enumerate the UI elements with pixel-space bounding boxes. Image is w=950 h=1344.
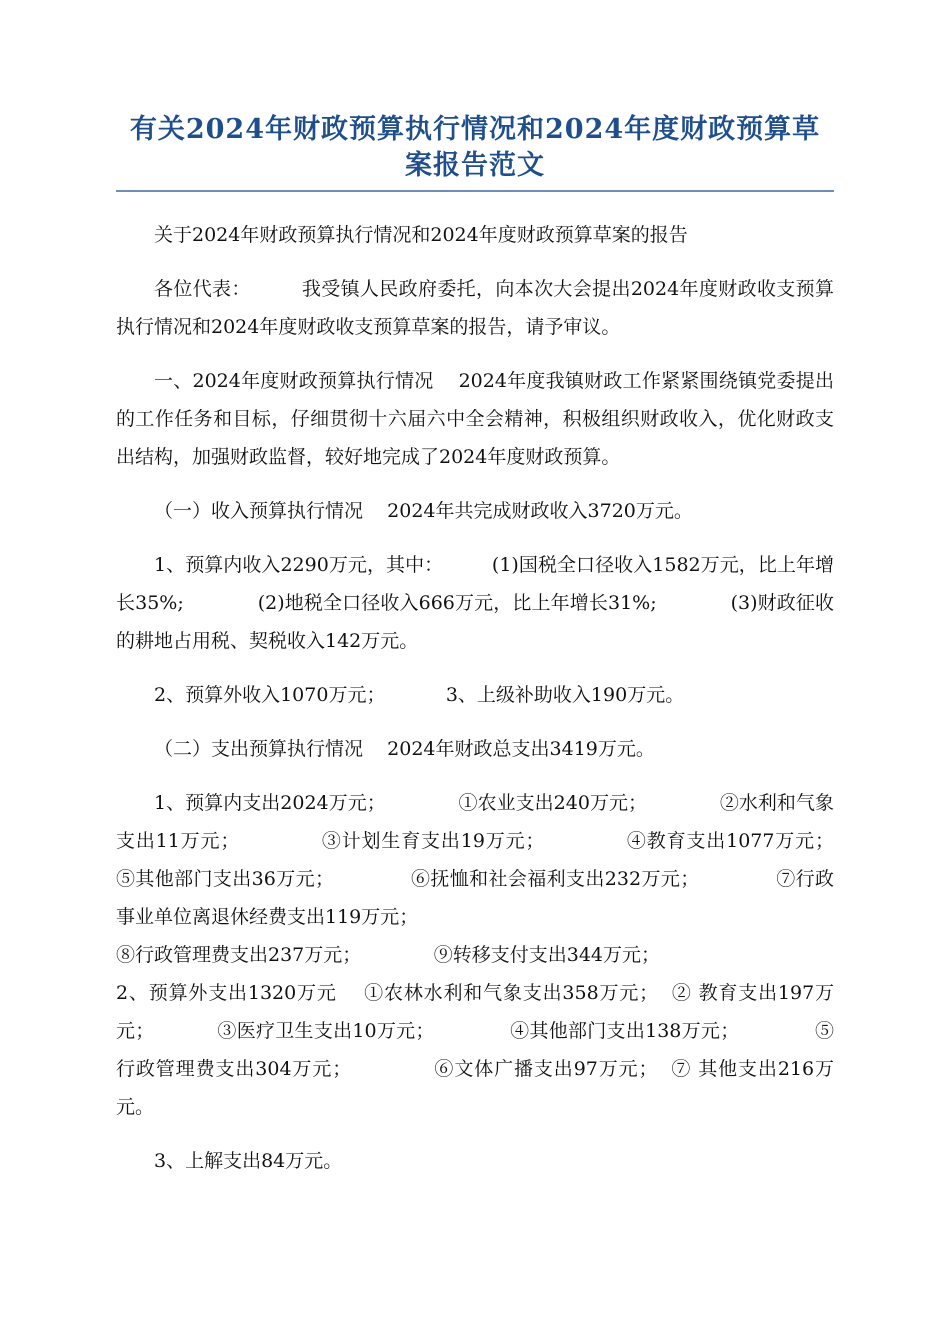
paragraph-greeting: 各位代表： 我受镇人民政府委托，向本次大会提出2024年度财政收支预算执行情况和2024年度财政收支预算草案的报告，请予审议。 xyxy=(116,278,834,338)
paragraph-section-one: 一、2024年度财政预算执行情况 2024年度我镇财政工作紧紧围绕镇党委提出的工作任务和目标，仔细贯彻十六届六中全会精神，积极组织财政收入，优化财政支出结构，加强财政监督，较好地完成了2024年度财政预算。 xyxy=(116,370,834,468)
paragraph-extra-budget-expense: 2、预算外支出1320万元 ①农林水利和气象支出358万元； ② 教育支出197万元； ③医疗卫生支出10万元； ④其他部门支出138万元； ⑤行政管理费支出304万元； ⑥文体广播支出97万元； ⑦ 其他支出216万元。 xyxy=(116,982,834,1118)
document-page xyxy=(116,112,907,1196)
paragraph-expense-heading: （二）支出预算执行情况 2024年财政总支出3419万元。 xyxy=(154,738,655,760)
document-title xyxy=(116,112,834,192)
document-body xyxy=(116,216,907,1180)
title-line-1: 有关2024年财政预算执行情况和2024年度财政预算草 xyxy=(129,114,821,145)
paragraph-income-heading: （一）收入预算执行情况 2024年共完成财政收入3720万元。 xyxy=(154,500,693,522)
paragraph-budget-expense-cont: ⑧行政管理费支出237万元； ⑨转移支付支出344万元； xyxy=(116,944,661,966)
paragraph-budget-income: 1、预算内收入2290万元，其中： (1)国税全口径收入1582万元，比上年增长35%; (2)地税全口径收入666万元，比上年增长31%; (3)财政征收的耕地占用税、契税收入142万元。 xyxy=(116,554,834,652)
paragraph-budget-expense: 1、预算内支出2024万元； ①农业支出240万元； ②水利和气象支出11万元； ③计划生育支出19万元； ④教育支出1077万元； ⑤其他部门支出36万元； ⑥抚恤和社会福利支出232万元； ⑦行政事业单位离退休经费支出119万元； xyxy=(116,792,907,928)
title-line-2: 案报告范文 xyxy=(405,150,545,181)
paragraph-other-income: 2、预算外收入1070万元； 3、上级补助收入190万元。 xyxy=(154,684,685,706)
paragraph-remittance: 3、上解支出84万元。 xyxy=(154,1150,343,1172)
report-heading: 关于2024年财政预算执行情况和2024年度财政预算草案的报告 xyxy=(154,224,688,246)
